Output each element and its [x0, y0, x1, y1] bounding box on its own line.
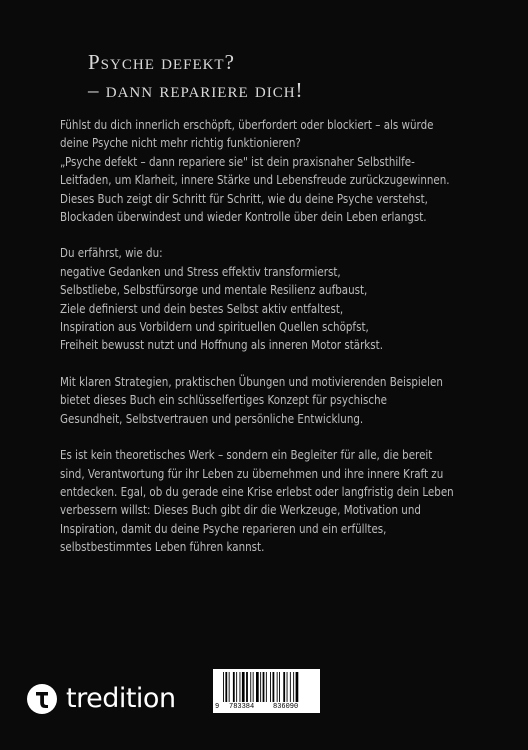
publisher-name: tredition — [66, 683, 176, 714]
blurb-list — [60, 244, 469, 354]
text-line: Blockaden überwindest und wieder Kontrolle über dein Leben erlangst. — [60, 210, 427, 225]
list-item: Inspiration aus Vorbildern und spirituellen Quellen schöpfst, — [60, 320, 369, 335]
blurb-paragraph-3 — [60, 373, 469, 428]
title-line-1: Psyche defekt? — [88, 50, 235, 74]
list-intro: Du erfährst, wie du: — [60, 246, 163, 261]
text-line: Inspiration, damit du deine Psyche reparieren und ein erfülltes, — [60, 521, 387, 536]
back-cover-title — [88, 48, 488, 104]
text-line: verbessern willst: Dieses Buch gibt dir die Werkzeuge, Motivation und — [60, 503, 421, 518]
text-line: Leitfaden, um Klarheit, innere Stärke und Lebensfreude zurückzugewinnen. — [60, 173, 450, 188]
text-line: Es ist kein theoretisches Werk – sondern ein Begleiter für alle, die bereit — [60, 448, 433, 463]
text-line: Dieses Buch zeigt dir Schritt für Schritt, wie du deine Psyche verstehst, — [60, 191, 428, 206]
list-item: Selbstliebe, Selbstfürsorge und mentale Resilienz aufbaust, — [60, 283, 368, 298]
text-line: sind, Verantwortung für ihr Leben zu übernehmen und ihre innere Kraft zu — [60, 466, 444, 481]
list-item: Ziele definierst und dein bestes Selbst aktiv entfaltest, — [60, 301, 344, 316]
text-line: Gesundheit, Selbstvertrauen und persönliche Entwicklung. — [60, 411, 364, 426]
text-line: deine Psyche nicht mehr richtig funktionieren? — [60, 136, 301, 151]
text-line: Fühlst du dich innerlich erschöpft, überfordert oder blockiert – als würde — [60, 118, 434, 132]
list-item: negative Gedanken und Stress effektiv transformierst, — [60, 264, 341, 279]
text-line: entdecken. Egal, ob du gerade eine Krise erlebst oder langfristig dein Leben — [60, 484, 454, 499]
blurb-text — [60, 116, 469, 575]
publisher-brand — [27, 683, 176, 715]
text-line: Mit klaren Strategien, praktischen Übungen und motivierenden Beispielen — [60, 374, 443, 389]
barcode-digit-first: 9 — [215, 703, 220, 711]
blurb-paragraph-1 — [60, 116, 469, 226]
title-line-2: – dann repariere dich! — [88, 78, 304, 102]
tredition-logo-icon — [27, 684, 57, 714]
isbn-barcode — [213, 669, 320, 713]
list-item: Freiheit bewusst nutzt und Hoffnung als inneren Motor stärkst. — [60, 338, 383, 353]
text-line: bietet dieses Buch ein schlüsselfertiges Konzept für psychische — [60, 393, 387, 408]
barcode-digits — [213, 703, 320, 713]
text-line: selbstbestimmtes Leben führen kannst. — [60, 540, 265, 555]
text-line: „Psyche defekt – dann repariere sie" ist dein praxisnaher Selbsthilfe- — [60, 154, 415, 169]
barcode-digits-group-1: 783384 — [229, 703, 255, 711]
barcode-digits-group-2: 836090 — [273, 703, 299, 711]
blurb-paragraph-4 — [60, 446, 469, 556]
